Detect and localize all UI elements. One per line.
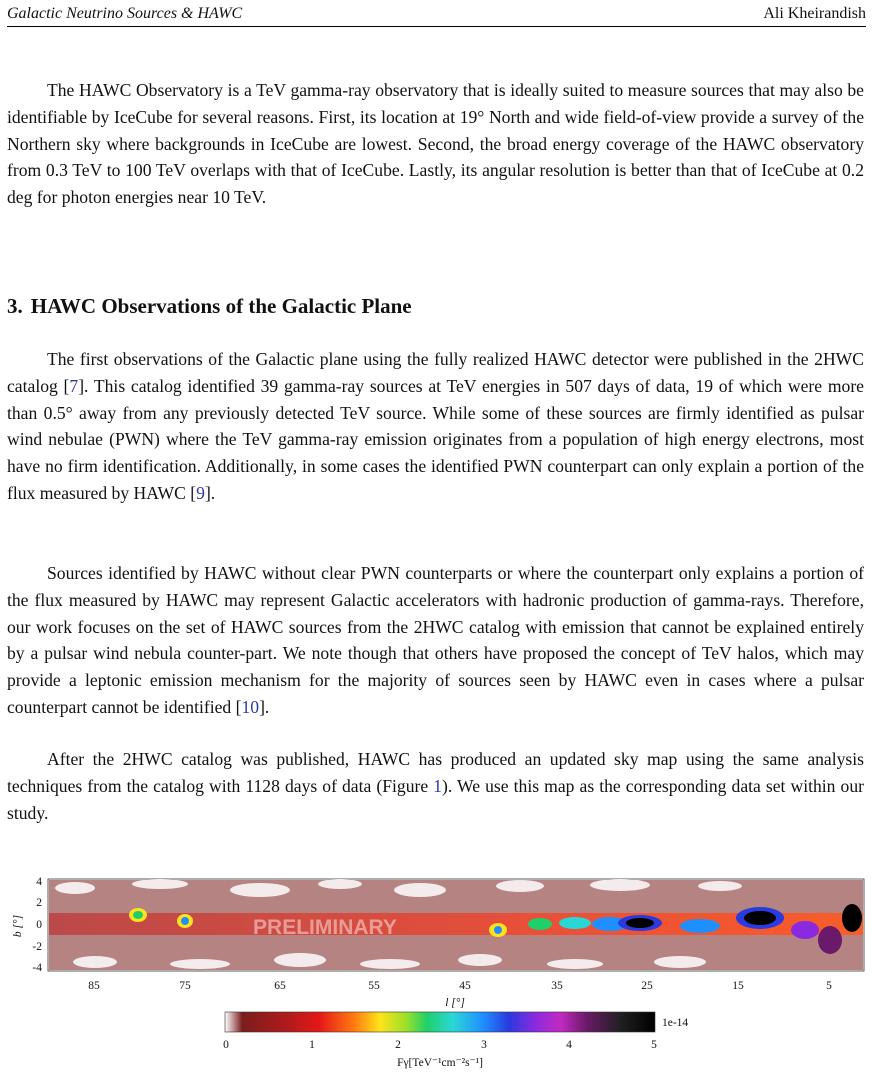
figure-hawc-sky-map <box>0 868 874 1073</box>
header-title: Galactic Neutrino Sources & HAWC <box>7 5 243 22</box>
x-tick-label: 55 <box>368 980 380 992</box>
running-header <box>7 4 866 27</box>
x-axis <box>88 980 832 1009</box>
x-tick-label: 75 <box>179 980 191 992</box>
x-axis-label: l [°] <box>445 997 465 1009</box>
paragraph-updated-sky-map <box>7 746 864 826</box>
paragraph-first-observations <box>7 346 864 507</box>
colorbar-gradient <box>225 1012 655 1032</box>
colorbar-tick-label: 5 <box>651 1039 657 1051</box>
x-tick-label: 85 <box>88 980 100 992</box>
paragraph-hawc-intro: The HAWC Observatory is a TeV gamma-ray observatory that is ideally suited to measure sources that may also be identifiable by IceCube for several reasons. First, its location at 19° North and wide field-of-view provide a survey of the Northern sky where backgrounds in IceCube are lowest. Second, the broad energy coverage of the HAWC observatory from 0.3 TeV to 100 TeV overlaps with that of IceCube. Lastly, its angular resolution is better than that of IceCube at 0.2 deg for photon energies near 10 TeV. <box>7 80 864 208</box>
colorbar <box>223 1012 688 1069</box>
text-segment: ]. <box>259 696 270 717</box>
colorbar-tick-label: 2 <box>395 1039 401 1051</box>
paragraph-sources-identified <box>7 560 864 721</box>
text-segment: After the 2HWC catalog was published, HAWC has produced an updated sky map using the same analysis techniques from the catalog with 1128 days of data (Figure <box>7 749 864 796</box>
colorbar-label: Fγ[TeV⁻¹cm⁻²s⁻¹] <box>397 1057 483 1069</box>
citation-link[interactable]: 9 <box>196 482 205 503</box>
sky-map-svg <box>0 868 874 1073</box>
y-tick-label: 2 <box>36 897 42 909</box>
colorbar-tick-label: 4 <box>566 1039 572 1051</box>
y-tick-label: -4 <box>32 962 42 974</box>
citation-link[interactable]: 10 <box>241 696 260 717</box>
text-segment: The first observations of the Galactic plane using the fully realized HAWC detector were published in the 2HWC catalog [ <box>7 349 864 396</box>
colorbar-tick-label: 0 <box>223 1039 229 1051</box>
section-heading <box>7 292 412 320</box>
x-tick-label: 45 <box>459 980 471 992</box>
section-number: 3. <box>7 294 23 318</box>
x-tick-label: 35 <box>551 980 563 992</box>
y-tick-label: 4 <box>36 876 42 888</box>
x-tick-label: 65 <box>274 980 286 992</box>
x-tick-label: 25 <box>641 980 653 992</box>
x-tick-label: 15 <box>732 980 744 992</box>
colorbar-tick-label: 1 <box>309 1039 315 1051</box>
colorbar-tick-label: 3 <box>481 1039 487 1051</box>
x-tick-label: 5 <box>826 980 832 992</box>
text-segment: ]. This catalog identified 39 gamma-ray sources at TeV energies in 507 days of data, 19 of which were more than 0.5° away from any previously detected TeV source. While some of these sources are firmly identified as pulsar wind nebulae (PWN) where the TeV gamma-ray emission originates from a population of high energy electrons, most have no firm identification. Additionally, in some cases the identified PWN counterpart can only explain a portion of the flux measured by HAWC [ <box>7 375 864 503</box>
text-segment: ]. <box>204 482 216 503</box>
y-tick-label: -2 <box>32 941 42 953</box>
text-segment: Sources identified by HAWC without clear PWN counterparts or where the counterpart only explains a portion of the flux measured by HAWC may represent Galactic accelerators with hadronic production of gamma-rays. Therefore, our work focuses on the set of HAWC sources from the 2HWC catalog with emission that cannot be explained entirely by a pulsar wind nebula counter-part. We note though that others have proposed the concept of TeV halos, which may provide a leptonic emission mechanism for the majority of sources seen by HAWC even in cases where a pulsar counterpart cannot be identified [ <box>7 563 864 717</box>
header-author: Ali Kheirandish <box>763 5 866 22</box>
y-tick-label: 0 <box>36 919 42 931</box>
y-axis <box>12 876 42 974</box>
emission-map <box>49 879 863 970</box>
text-segment: ). We use this map as the corresponding data set within our study. <box>7 775 864 823</box>
section-title-text: HAWC Observations of the Galactic Plane <box>30 294 412 318</box>
y-axis-label: b [°] <box>12 914 24 938</box>
citation-link[interactable]: 7 <box>69 375 79 396</box>
figure-reference-link[interactable]: 1 <box>433 775 443 796</box>
preliminary-watermark: PRELIMINARY <box>253 916 397 939</box>
colorbar-scale: 1e-14 <box>662 1017 689 1029</box>
